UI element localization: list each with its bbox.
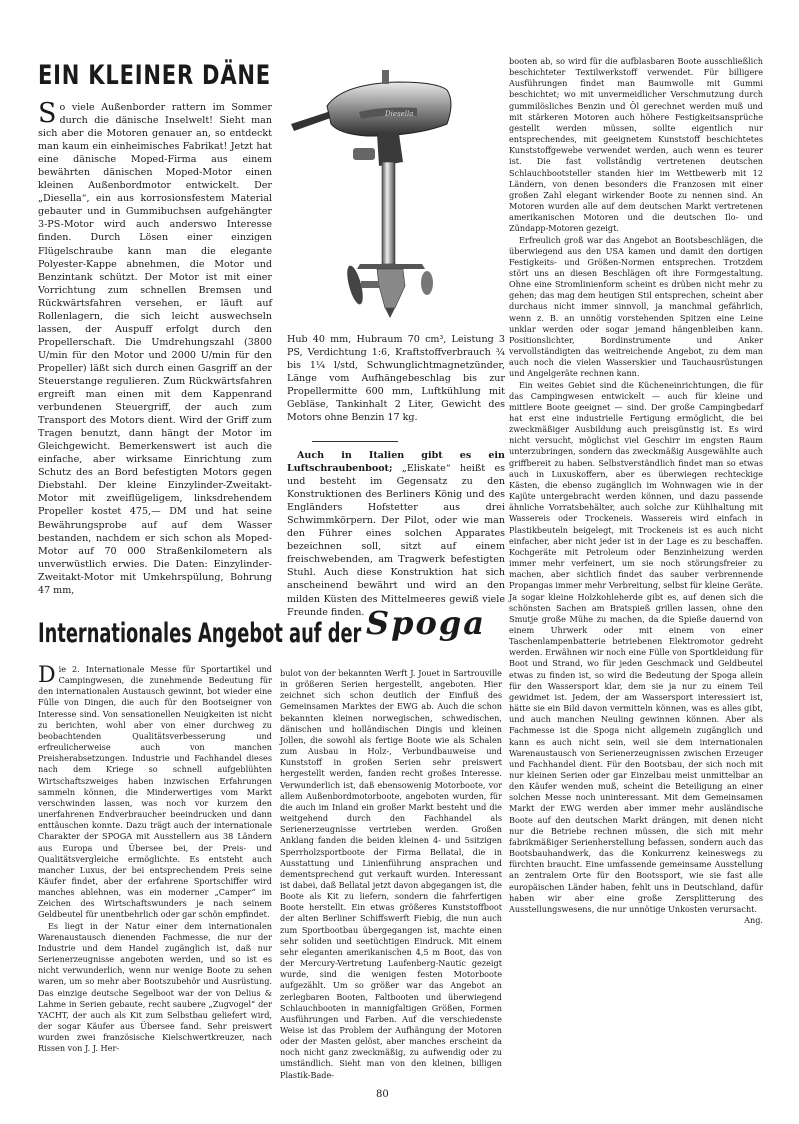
author-signature: Ang. [744, 915, 763, 926]
article1-column-1 [38, 98, 272, 597]
article1-column-2b [287, 449, 505, 619]
separator-line [312, 441, 398, 442]
article2-text-1b: Es liegt in der Natur einer dem internationalen Warenaustausch dienenden Fachmesse, die nur der Industrie und dem Handel zugänglich ist, daß nur Serienerzeugnisse angeboten werden, und so ist es nicht verwunderlich, wenn nur wenige Boote zu sehen waren, um so mehr aber Bootszubehör und Ausrüstung. Das einzige deutsche Segelboot war der von Delius & Lahme in Serien gebaute, recht saubere „Zugvogel“ der YACHT, der auch als Kit zum Selbstbau geliefert wird, der sogar Käufer aus Übersee fand. Sehr preiswert wurden zwei französische Kielschwertkreuzer, nach Rissen von J. J. Her- [38, 920, 272, 1054]
page-number: 80 [376, 1089, 389, 1100]
article1-text-2b: „Eliskate“ heißt es und besteht im Gegensatz zu den Konstruktionen des Berliners König und des Engländers Hofstetter aus drei Schwimmkörpern. Der Pilot, oder wie man den Führer eines solchen Apparates bezeichnen soll, sitzt auf einem freischwebenden, am Tragwerk befestigten Stuhl. Auch diese Konstruktion hat sich anscheinend bewährt und wird an den milden Küsten des Mittelmeeres gewiß viele Freunde finden. [287, 463, 505, 618]
article1-text-3: booten ab, so wird für die aufblasbaren Boote ausschließlich beschichteter Textilwerkstoff verwendet. Für billigere Ausführungen findet man Baumwolle mit Gummi beschichtet; wo mit unvermeidlicher Verschmutzung durch gummilösliches Benzin und Öl gerechnet werden muß und mit stärkeren Motoren auch höhere Festigkeitsansprüche gestellt werden müssen, sollte eigentlich nur entsprechendes, mit geeignetem Kunststoff beschichtetes Kunststoffgewebe verwendet werden, auch wenn es teurer ist. Die fast vollständig vertretenen deutschen Schlauchbootsteller standen hier im Wettbewerb mit 12 Ländern, von denen besonders die Franzosen mit einer großen Zahl elegant wirkender Boote zu nennen sind. An Motoren wurden alle auf dem deutschen Markt vertretenen amerikanischen Motoren und die deutschen Ilo- und Zündapp-Motoren gezeigt. [509, 56, 763, 234]
article2-text-2: bulot von der bekannten Werft J. Jouet in Sartrouville in größeren Serien hergestellt, angeboten. Hier zeichnet sich schon deutlich der Einfluß des Gemeinsamen Marktes der EWG ab. Auch die schon bekannten kleinen norwegischen, schwedischen, dänischen und holländischen Dingis und kleinen Jollen, die sowohl als fertige Boote wie als Schalen zum Ausbau in Holz-, Verbundbauweise und Kunststoff in großen Serien sehr preiswert hergestellt werden, fanden recht großes Interesse. Verwunderlich ist, daß ebensowenig Motorboote, vor allem Außenbordmotorboote, angeboten wurden, für die auch im Inland ein großer Markt besteht und die weitgehend durch den Fachhandel als Serienerzeugnisse vertrieben werden. Großen Anklang fanden die beiden kleinen 4- und 5sitzigen Sperrholzsportboote der Firma Bellatal, die in Ausstattung und Linienführung ansprachen und dementsprechend gut verkauft wurden. Interessant ist dabei, daß Bellatal jetzt davon abgegangen ist, die Boote als Kit zu liefern, sondern die fahrfertigen Boote herstellt. Ein etwas größeres Kunststoffboot der alten Berliner Schiffswerft Fiebig, die nun auch zum Sportbootbau übergegangen ist, machte einen sehr soliden und seetüchtigen Eindruck. Mit einem sehr eleganten amerikanischen 4,5 m Boot, das von der Mercury-Vertretung Laufenberg-Nautic gezeigt wurde, sind die wenigen festen Motorboote aufgezählt. Um so größer war das Angebot an zerlegbaren Booten, Faltbooten und überwiegend Schlauchbooten in mannigfaltigen Größen, Formen Ausführungen und Farben. Auf die verschiedenste Weise ist das Problem der Aufhängung der Motoren oder der Masten gelöst, aber manches erscheint da noch nicht ganz zweckmäßig, zu aufwendig oder zu umständlich. Sieht man von den kleinen, billigen Plastik-Bade- [280, 668, 502, 1080]
article2-text-1: ie 2. Internationale Messe für Sportartikel und Campingwesen, die zunehmende Bedeutung für den internationalen Austausch gewinnt, bot wieder eine Fülle von Dingen, die auch für den Bootseigner von Interesse sind. Von sensationellen Neuigkeiten ist nicht zu berichten, wohl aber von einer durchweg zu beobachtenden Qualitätsverbesserung und erfreulicherweise auch von manchen Preisherabsetzungen. Industrie und Fachhandel dieses nach dem Kriege so schnell aufgeblühten Wirtschaftszweiges haben inzwischen Erfahrungen sammeln können, die Minderwertiges vom Markt verschwinden lassen, was noch vor kurzem den unerfahrenen Endverbraucher beeindrucken und dann enttäuschen konnte. Dazu trägt auch der internationale Charakter der SPOGA mit Ausstellern aus 38 Ländern aus Europa und Übersee bei, der Preis- und Qualitätsvergleiche ermöglichte. Es entsteht auch mancher Luxus, der bei entsprechendem Preis seine Käufer findet, aber der erfahrene Sportschiffer wird manches ablehnen, was ein moderner „Camper“ im Zeichen des Wirtschaftswunders je nach seinem Geldbeutel für unentbehrlich oder gar schön empfindet. [38, 664, 272, 920]
outboard-motor-illustration [287, 62, 497, 322]
article2-column-2 [280, 668, 502, 1081]
article-title: EIN KLEINER DÄNE [38, 60, 271, 91]
drop-cap-d: D [38, 663, 56, 688]
article2-column-1 [38, 664, 272, 1054]
article1-column-3 [509, 56, 763, 926]
article1-column-2 [287, 333, 505, 424]
outboard-motor-photo [287, 62, 497, 322]
spoga-logo: Spoga [366, 604, 486, 642]
article1-text-1: o viele Außenborder rattern im Sommer durch die dänische Inselwelt! Sieht man sich aber die Motoren genauer an, so entdeckt man kaum ein einheimisches Fabrikat! Jetzt hat eine dänische Moped-Firma aus einem bewährten dänischen Moped-Motor einen kleinen Außenbordmotor entwickelt. Der „Diesella“, ein aus korrosionsfestem Material gebauter und in Gummibuchsen aufgehängter 3-PS-Motor wird auch anderswo Interesse finden. Durch Lösen einer einzigen Flügelschraube kann man die elegante Polyester-Kappe abnehmen, die Motor und Benzintank schützt. Der Motor ist mit einer Vorrichtung zum schnellen Bremsen und Rückwärtsfahren versehen, er läuft auf Rollenlagern, die sich leicht auswechseln lassen, der Auspuff erfolgt durch den Propellerschaft. Die Umdrehungszahl (3800 U/min für den Motor und 2000 U/min für den Propeller) läßt sich durch einen Gasgriff an der Steuerstange regulieren. Zum Rückwärtsfahren ergreift man einen mit dem Kappenrand verbundenen Steuergriff, der auch zum Transport des Motors dient. Wird der Griff zum Tragen benutzt, dann hängt der Motor im Gleichgewicht. Bemerkenswert ist auch die einfache, aber wirksame Einrichtung zum Schutz des an Bord befestigten Motors gegen Diebstahl. Der kleine Einzylinder-Zweitakt-Motor mit zweiflügeligem, linksdrehendem Propeller kostet 475,— DM und hat seine Bewährungsprobe auf auf dem Wasser bestanden, nachdem er sich schon als Moped-Motor auf 70 000 Straßenkilometern als unverwüstlich erwies. Die Daten: Einzylinder-Zweitakt-Motor mit Umkehrspülung, Bohrung 47 mm, [38, 102, 272, 596]
drop-cap: S [38, 98, 57, 129]
article1-text-2: Hub 40 mm, Hubraum 70 cm³, Leistung 3 PS, Verdichtung 1:6, Kraftstoffverbrauch ¾ bis 1¼ l/std, Schwunglichtmagnetzünder, Länge vom Aufhängebeschlag bis zur Propellermitte 600 mm, Luftkühlung mit Gebläse, Tankinhalt 2 Liter, Gewicht des Motors ohne Benzin 17 kg. [287, 334, 505, 424]
svg-text:Diesella: Diesella [385, 110, 414, 118]
article2-title: Internationales Angebot auf der [38, 618, 362, 649]
article1-bold-lead: Auch in Italien gibt es ein Luftschraubenboot; [287, 450, 505, 475]
article1-text-3c: Ein weites Gebiet sind die Kücheneinrichtungen, die für das Campingwesen entwickelt — auch für kleine und mittlere Boote geeignet — sind. Der große Campingbedarf hat erst eine industrielle Fertigung ermöglicht, die bei zweckmäßiger Ausbildung auch preisgünstig ist. Es wird nicht versucht, möglichst viel Geschirr im engsten Raum unterzubringen, sondern das zweckmäßig Ausgewählte auch griffbereit zu haben. Selbstverständlich findet man so etwas auch in Luxuskoffern, aber es überwiegen rechteckige Kästen, die ebenso zugänglich im Wohnwagen wie in der Kajüte untergebracht werden können, und dazu passende ähnliche Vorratsbehälter, auch solche zur Kühlhaltung mit Wassereis oder Trockeneis. Wassereis wird einfach in Plastikbeuteln beigelegt, mit Trockeneis ist es auch nicht einfacher, aber nicht jeder ist in der Lage es zu beschaffen. Kochgeräte mit Petroleum oder Benzinheizung werden immer mehr verfeinert, um sie noch störungsfreier zu machen, aber sichtlich findet das sauber verbrennende Propangas immer mehr Verbreitung, selbst für kleine Geräte. Ja sogar kleine Holzkohleherde gibt es, auf denen sich die schönsten Sachen am Bratspieß grillen lassen, ohne den Smutje große Mühe zu machen, da die Spieße dauernd von einem Uhrwerk oder mit einem von einer Taschenlampenbatterie betriebenen Elektromotor gedreht werden. Erwähnen wir noch eine Fülle von Sportkleidung für Boot und Strand, wo für jeden Geschmack und Geldbeutel etwas zu finden ist, so wird die Bedeutung der Spoga allein für den Wassersport klar, dem sie ja nur zu einem Teil gewidmet ist. Jedem, der am Wassersport interessiert ist, hätte sie ein Bild davon vermitteln können, was es alles gibt, und auch manchen Neuling gewinnen können. Aber als Fachmesse ist die Spoga nicht allgemein zugänglich und kann es auch nicht sein, weil sie dem internationalen Warenaustausch von Serienerzeugnissen zwischen Erzeuger und Fachhandel dient. Für den Bootsbau, der sich noch mit nur kleinen Serien oder gar Einzelbau meist unmittelbar an den Käufer wenden muß, scheint die Beteiligung an einer solchen Messe noch uninteressant. Mit dem Gemeinsamen Markt der EWG werden aber immer mehr ausländische Boote auf den deutschen Markt drängen, mit denen nicht nur die Betriebe rechnen müssen, die sich mit mehr fabrikmäßiger Serienherstellung befassen, sondern auch das Bootsbauhandwerk, das die Konkurrenz keineswegs zu fürchten braucht. Eine umfassende gemeinsame Ausstellung an zentralem Orte für den Bootssport, wie sie fast alle europäischen Länder haben, fehlt uns in Deutschland, dafür haben wir aber eine große Zersplitterung des Ausstellungswesens, die nur unnötige Unkosten verursacht. [509, 379, 763, 914]
article1-text-3b: Erfreulich groß war das Angebot an Bootsbeschlägen, die überwiegend aus den USA kamen und damit den dortigen Festigkeits- und Größen-Normen entsprechen. Trotzdem stört uns an diesen Beschlägen oft ihre Formgestaltung. Ohne eine Stromlinienform scheint es drüben nicht mehr zu gehen; das mag dem heutigen Stil entsprechen, scheint aber durchaus nicht immer sinnvoll, ja manchmal gefährlich, wenn z. B. an unnötig vorstehenden Spitzen eine Leine unklar werden oder sogar jemand hängenbleiben kann. Positionslichter, Bordinstrumente und Anker vervollständigten das weitreichende Angebot, zu dem man auch noch die vielen Wasserskier und Tauchausrüstungen und Angelgeräte rechnen kann. [509, 234, 763, 379]
